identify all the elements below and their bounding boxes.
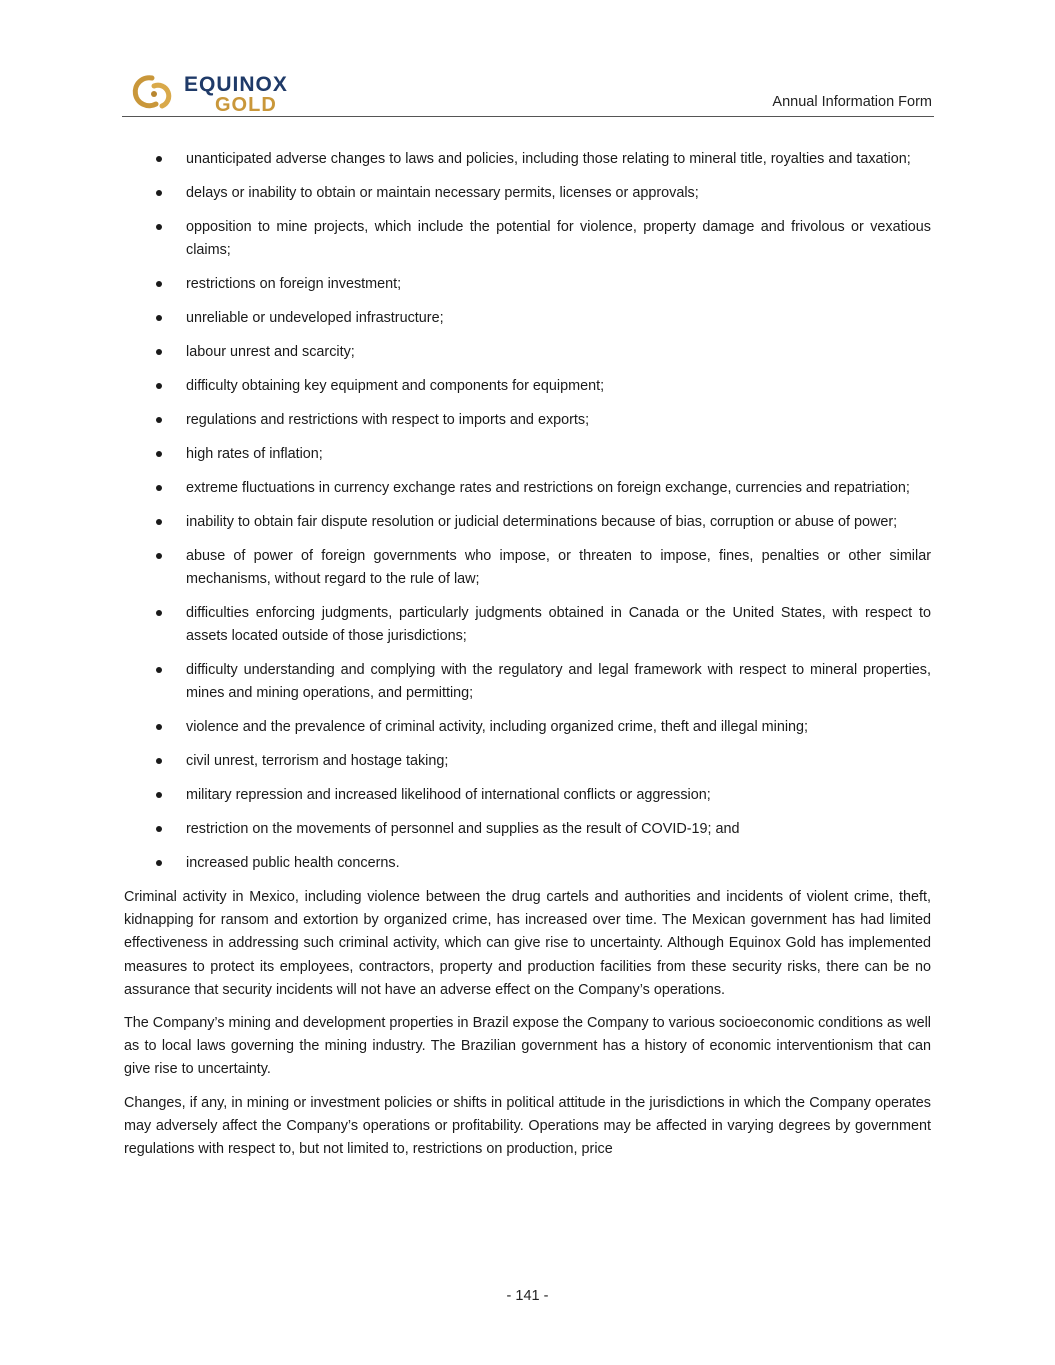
list-item-text: opposition to mine projects, which include the potential for violence, property damage and frivolous or vexatious claims; [186,219,931,258]
list-item [124,852,931,875]
bullet-icon [156,758,162,764]
bullet-icon [156,519,162,525]
list-item-text: military repression and increased likelihood of international conflicts or aggression; [186,787,711,803]
bullet-icon [156,451,162,457]
body-paragraphs [124,886,931,1161]
body-paragraph: The Company’s mining and development properties in Brazil expose the Company to various socioeconomic conditions as well as to local laws governing the mining industry. The Brazilian government has a history of economic interventionism that can give rise to uncertainty. [124,1015,931,1078]
list-item-text: unanticipated adverse changes to laws and policies, including those relating to mineral title, royalties and taxation; [186,151,911,167]
bullet-icon [156,860,162,866]
list-item [124,409,931,432]
list-item-text: restrictions on foreign investment; [186,276,402,292]
list-item-text: increased public health concerns. [186,855,400,871]
list-item-text: inability to obtain fair dispute resolution or judicial determinations because of bias, corruption or abuse of power; [186,514,898,530]
logo-wordmark-gold: GOLD [215,94,277,116]
list-item [124,216,931,262]
logo-wordmark-equinox: EQUINOX [184,73,288,96]
bullet-icon [156,485,162,491]
list-item [124,716,931,739]
bullet-icon [156,383,162,389]
list-item [124,545,931,591]
bullet-icon [156,724,162,730]
list-item [124,750,931,773]
page-body [124,148,931,1171]
list-item [124,148,931,171]
list-item [124,477,931,500]
list-item-text: difficulty obtaining key equipment and components for equipment; [186,378,605,394]
list-item-text: labour unrest and scarcity; [186,344,355,360]
list-item [124,341,931,364]
list-item [124,273,931,296]
list-item-text: difficulties enforcing judgments, particularly judgments obtained in Canada or the United States, with respect to assets located outside of those jurisdictions; [186,605,931,644]
body-paragraph: Criminal activity in Mexico, including violence between the drug cartels and authorities and incidents of violent crime, theft, kidnapping for ransom and extortion by organized crime, has increased over time. The Mexican government has had limited effectiveness in addressing such criminal activity, which can give rise to uncertainty. Although Equinox Gold has implemented measures to protect its employees, contractors, property and production facilities from these security risks, there can be no assurance that security incidents will not have an adverse effect on the Company’s operations. [124,889,931,998]
logo-rings-icon [132,72,182,114]
list-item-text: delays or inability to obtain or maintain necessary permits, licenses or approvals; [186,185,699,201]
bullet-icon [156,667,162,673]
bullet-icon [156,792,162,798]
list-item-text: unreliable or undeveloped infrastructure; [186,310,444,326]
company-logo [132,72,302,114]
list-item [124,443,931,466]
bullet-icon [156,190,162,196]
bullet-icon [156,610,162,616]
page-header [122,68,934,117]
list-item-text: regulations and restrictions with respect to imports and exports; [186,412,590,428]
bullet-icon [156,553,162,559]
body-paragraph: Changes, if any, in mining or investment policies or shifts in political attitude in the jurisdictions in which the Company operates may adversely affect the Company’s operations or profitability. Operations may be affected in varying degrees by government regulations with respect to, but not limited to, restrictions on production, price [124,1094,931,1158]
page-number: - 141 - [506,1288,549,1304]
bullet-icon [156,349,162,355]
bullet-icon [156,156,162,162]
list-item [124,818,931,841]
list-item [124,375,931,398]
list-item-text: abuse of power of foreign governments who impose, or threaten to impose, fines, penalties or other similar mechanisms, without regard to the rule of law; [186,548,931,587]
list-item [124,511,931,534]
bullet-icon [156,417,162,423]
bullet-icon [156,281,162,287]
list-item-text: extreme fluctuations in currency exchange rates and restrictions on foreign exchange, currencies and repatriation; [186,480,910,496]
document-title: Annual Information Form [772,94,932,110]
list-item-text: civil unrest, terrorism and hostage taking; [186,753,449,769]
bullet-icon [156,224,162,230]
list-item-text: high rates of inflation; [186,446,323,462]
list-item-text: difficulty understanding and complying with the regulatory and legal framework with respect to mineral properties, mines and mining operations, and permitting; [186,662,931,701]
list-item [124,182,931,205]
list-item [124,784,931,807]
risk-bullet-list [124,148,931,875]
bullet-icon [156,315,162,321]
list-item [124,659,931,705]
list-item-text: restriction on the movements of personnel and supplies as the result of COVID-19; and [186,821,740,837]
list-item-text: violence and the prevalence of criminal activity, including organized crime, theft and illegal mining; [186,719,809,735]
list-item [124,307,931,330]
bullet-icon [156,826,162,832]
list-item [124,602,931,648]
